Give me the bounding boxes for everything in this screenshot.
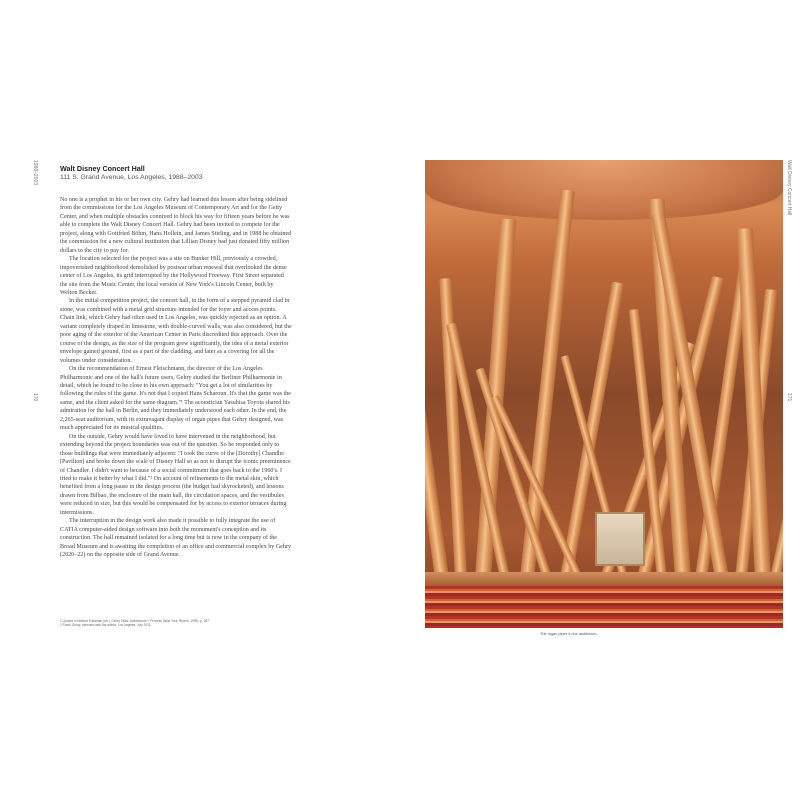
paragraph: No one is a prophet in his or her own city. Gehry had learned this lesson after being sidelined from the commissions for the Los Angeles Museum of Contemporary Art and for the Getty Center, and when multiple obstacles connived to block his way for fifteen years before he was able to complete the Walt Disney Concert Hall. Gehry had been invited to compete for the project, along with Gottfried Böhm, Hans Hollein, and James Stirling, and in 1988 he obtained the commission for a new cultural institution that Lillian Disney had just donated fifty million dollars to the city to pay for.: [60, 197, 292, 254]
footnotes: [60, 619, 290, 628]
paragraph: The interruption in the design work also made it possible to fully integrate the use of CATIA computer-aided design software into both the monument's conception and its construction. The hall remained isolated for a long time but is now in the company of the Broad Museum and is awaiting the completion of an office and commercial complex by Gehry (2020–22) on the opposite side of Grand Avenue.: [60, 518, 292, 559]
organ-pipes-photo: [425, 160, 783, 628]
footnote: 2 Frank Gehry, interview with the author, Los Angeles, July 2011.: [60, 623, 152, 628]
paragraph: On the outside, Gehry would have loved to have intervened in the neighborhood, but extending beyond the project boundaries was out of the question. So he responded only to those buildings that were immediately adjacent: "I took the curve of the [Dorothy] Chandler [Pavilion] and broke down the scale of Disney Hall so as not to disrupt the iconic preeminence of Chandler. I didn't want to because of a social commitment that goes back to the 1960's. I tried to make it better by what I did."² On account of refinements to the metal skin, which benefited from a long pause in the design process (the budget had skyrocketed), and lessons drawn from Bilbao, the enclosure of the main hall, the circulation spaces, and the vestibules were reduced in size, but this would be compensated for by access to exterior terraces during intermissions.: [60, 433, 291, 516]
photo-caption: The organ pipes in the auditorium.: [540, 632, 598, 636]
paragraph: On the recommendation of Ernest Fleischmann, the director of the Los Angeles Philharmonic and one of the hall's future users, Gehry studied the Berliner Philharmonie in detail, which he found to be close to his own approach: "You get a lot of similarities by following the rules of the game. It's not that I copied Hans Scharoun. It's that the game was the same, and the client asked for the same diagram."¹ The acoustician Yasuhisa Toyota shared his admiration for the hall in Berlin, and they immediately understood each other. In the end, the 2,265-seat auditorium, with its extravagant display of organ pipes that Gehry designed, was much appreciated for its musical qualities.: [60, 366, 291, 432]
page-number-right: 171: [786, 393, 792, 402]
page-title: Walt Disney Concert Hall: [60, 164, 145, 173]
carpet: [425, 586, 783, 628]
footnote: 1 Quoted in Mildred Friedman (ed.), Gehry Talks: Architecture + Process (New York: Rizzoli, 1999), p. 287.: [60, 619, 210, 623]
running-head-left: 1988–2003: [32, 160, 38, 186]
running-head-right: Walt Disney Concert Hall: [786, 160, 792, 216]
paragraph: In the initial competition project, the concert hall, in the form of a stepped pyramid clad in stone, was combined with a metal grid structure intended for the foyer and access points. Chain link, which Gehry had often used in Los Angeles, was quickly rejected as an option. A variant completely draped in limestone, with double-curved walls, was also considered, but the poor aging of the exterior of the American Center in Paris discredited this approach. Over the course of the design, as the size of the program grew significantly, the idea of a metal exterior envelope gained ground, first as a part of the cladding, and later as a covering for all the volumes under consideration.: [60, 298, 292, 364]
page-number-left: 170: [32, 393, 38, 402]
stage: [425, 572, 783, 586]
organ-console: [595, 512, 645, 566]
body-text: [60, 196, 292, 559]
ceiling: [425, 160, 783, 220]
page-subtitle: 111 S. Grand Avenue, Los Angeles, 1988–2003: [60, 174, 203, 181]
organ-pipe: [770, 323, 783, 579]
paragraph: The location selected for the project was a site on Bunker Hill, previously a crowded, impoverished neighborhood demolished by postwar urban renewal that overlooked the dense center of Los Angeles, its grid interrupted by the Hollywood Freeway. First Street separated the site from the Music Center, the local version of New York's Lincoln Center, built by Welton Becket.: [60, 256, 287, 296]
